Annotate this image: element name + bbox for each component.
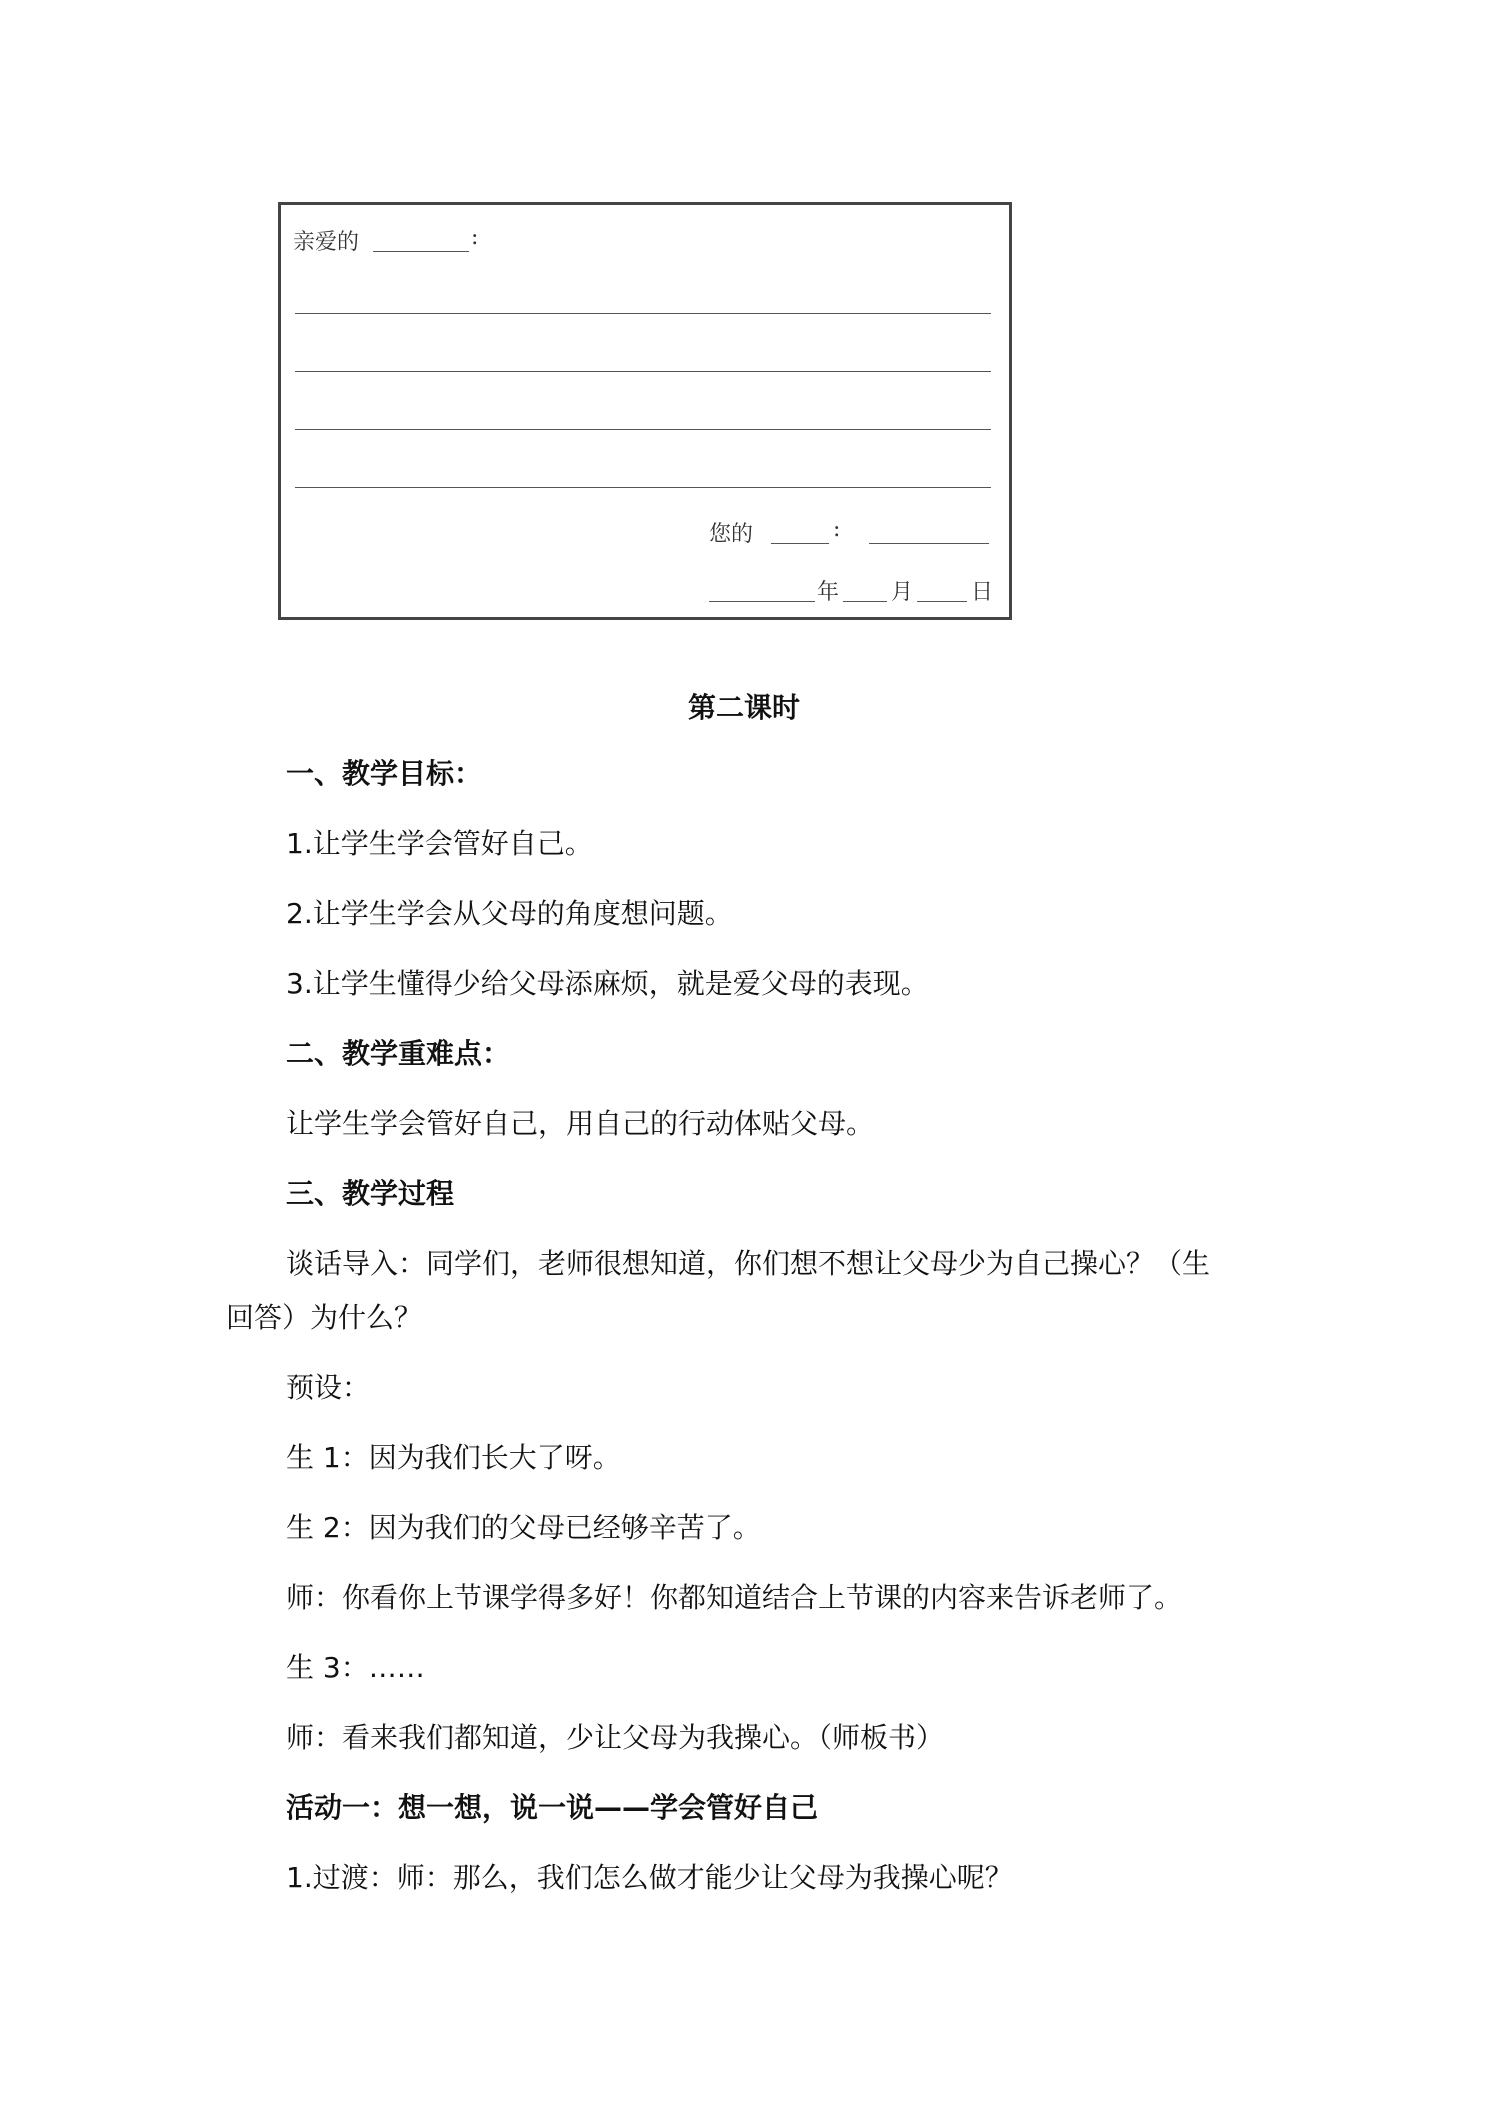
- preset-label: 预设：: [286, 1371, 371, 1404]
- lesson-title: 第二课时: [687, 691, 800, 724]
- student-answer-1: 生 1：因为我们长大了呀。: [286, 1441, 621, 1474]
- sign-label: 您的: [709, 522, 754, 547]
- month-label: 月: [891, 580, 914, 605]
- year-label: 年: [817, 580, 840, 605]
- writing-line-2: [295, 371, 991, 372]
- teacher-reply-1: 师：你看你上节课学得多好！你都知道结合上节课的内容来告诉老师了。: [286, 1581, 1183, 1614]
- heading-keypoints: 二、教学重难点：: [286, 1037, 511, 1070]
- year-blank: [709, 601, 815, 602]
- day-blank: [917, 601, 967, 602]
- sign-colon: :: [833, 517, 841, 542]
- student-answer-3: 生 3：……: [286, 1651, 425, 1684]
- day-label: 日: [971, 580, 994, 605]
- heading-process: 三、教学过程: [286, 1177, 455, 1210]
- heading-goals: 一、教学目标：: [286, 757, 483, 790]
- teacher-reply-2: 师：看来我们都知道，少让父母为我操心。（师板书）: [286, 1721, 945, 1754]
- transition-text: 1.过渡：师：那么，我们怎么做才能少让父母为我操心呢？: [286, 1861, 1013, 1894]
- goal-2: 2.让学生学会从父母的角度想问题。: [286, 897, 733, 930]
- letter-card: [278, 202, 1012, 620]
- goal-1: 1.让学生学会管好自己。: [286, 827, 593, 860]
- recipient-blank: [373, 251, 469, 252]
- intro-line-1: 谈话导入：同学们，老师很想知道，你们想不想让父母少为自己操心？（生: [286, 1247, 1211, 1280]
- intro-line-2: 回答）为什么？: [226, 1301, 423, 1334]
- goal-3: 3.让学生懂得少给父母添麻烦，就是爱父母的表现。: [286, 967, 929, 1000]
- relation-blank: [771, 543, 829, 544]
- writing-line-3: [295, 429, 991, 430]
- month-blank: [843, 601, 887, 602]
- greeting-label: 亲爱的: [293, 230, 360, 255]
- activity-1-heading: 活动一：想一想，说一说——学会管好自己: [286, 1791, 819, 1824]
- greeting-colon: :: [471, 225, 479, 250]
- student-answer-2: 生 2：因为我们的父母已经够辛苦了。: [286, 1511, 761, 1544]
- writing-line-4: [295, 487, 991, 488]
- signature-blank: [869, 543, 989, 544]
- writing-line-1: [295, 313, 991, 314]
- keypoint-text: 让学生学会管好自己，用自己的行动体贴父母。: [286, 1107, 875, 1140]
